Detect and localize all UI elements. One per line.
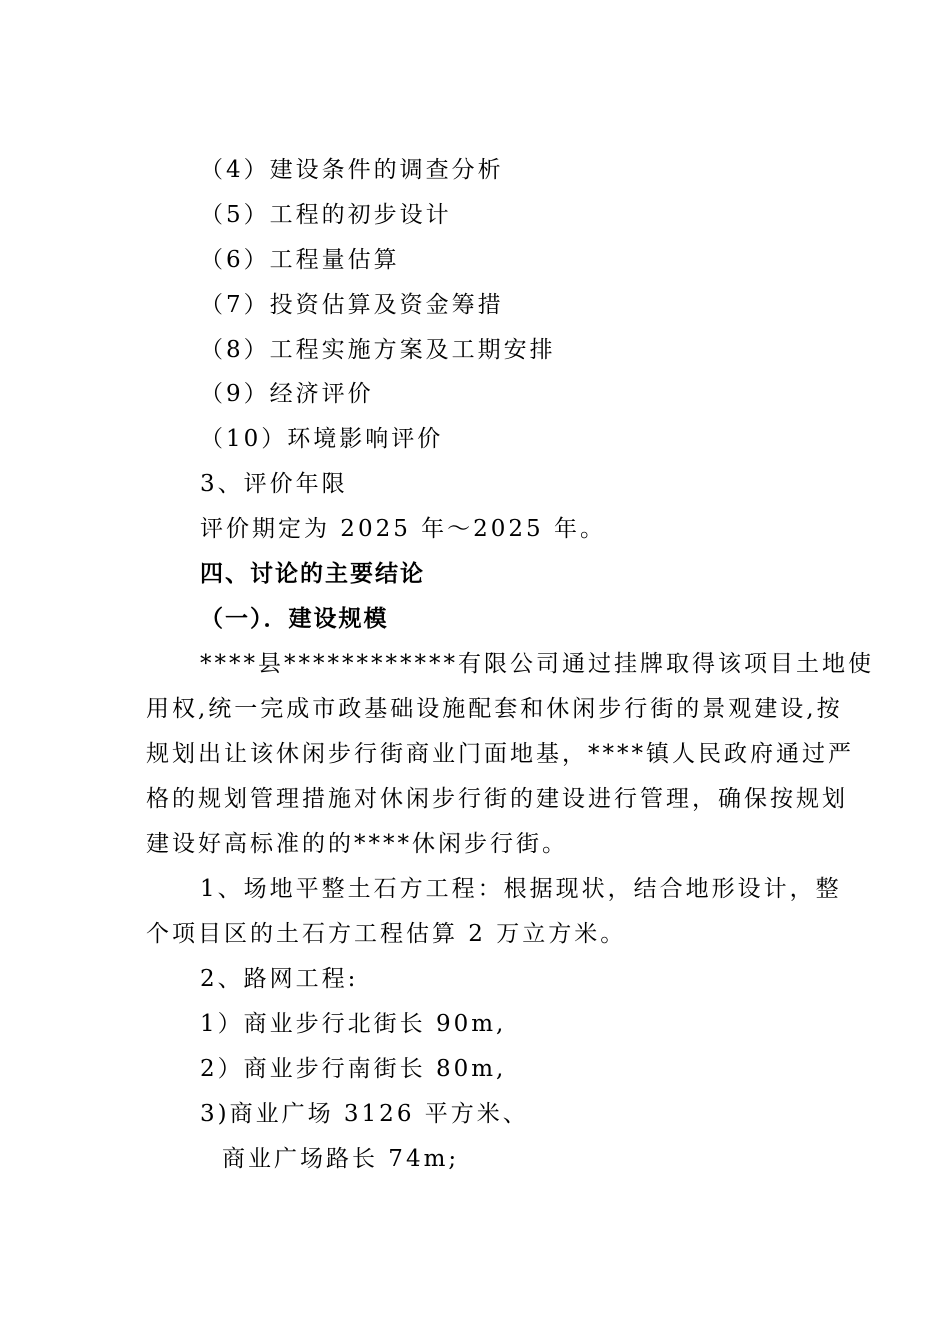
paragraph-1-line-1: ****县************有限公司通过挂牌取得该项目土地使 [200,651,874,677]
paragraph-2-line-2: 个项目区的土石方工程估算 2 万立方米。 [146,921,627,947]
road-item-3: 3)商业广场 3126 平方米、 [200,1101,529,1127]
scope-item-7: （7）投资估算及资金筹措 [200,292,504,318]
paragraph-1-line-4: 格的规划管理措施对休闲步行街的建设进行管理，确保按规划 [146,786,848,812]
road-item-2: 2）商业步行南街长 80m, [200,1056,507,1082]
paragraph-1-line-5: 建设好高标准的的****休闲步行街。 [146,831,568,857]
scope-item-4: （4）建设条件的调查分析 [200,157,504,183]
section-3-title: 3、评价年限 [200,471,348,497]
road-network-title: 2、路网工程: [200,966,359,992]
paragraph-1-line-3: 规划出让该休闲步行街商业门面地基，****镇人民政府通过严 [146,741,854,767]
scope-item-5: （5）工程的初步设计 [200,202,452,228]
subsection-1-title: （一）．建设规模 [200,606,389,632]
road-item-4: 商业广场路长 74m; [222,1146,460,1172]
paragraph-2-line-1: 1、场地平整土石方工程：根据现状，结合地形设计，整 [200,876,842,902]
section-3-body: 评价期定为 2025 年～2025 年。 [200,516,606,542]
scope-item-6: （6）工程量估算 [200,247,400,273]
scope-item-10: （10）环境影响评价 [200,426,444,452]
road-item-1: 1）商业步行北街长 90m, [200,1011,507,1037]
scope-item-9: （9）经济评价 [200,381,374,407]
scope-item-8: （8）工程实施方案及工期安排 [200,337,556,363]
paragraph-1-line-2: 用权,统一完成市政基础设施配套和休闲步行街的景观建设,按 [146,696,843,722]
chapter-4-title: 四、讨论的主要结论 [200,561,425,587]
